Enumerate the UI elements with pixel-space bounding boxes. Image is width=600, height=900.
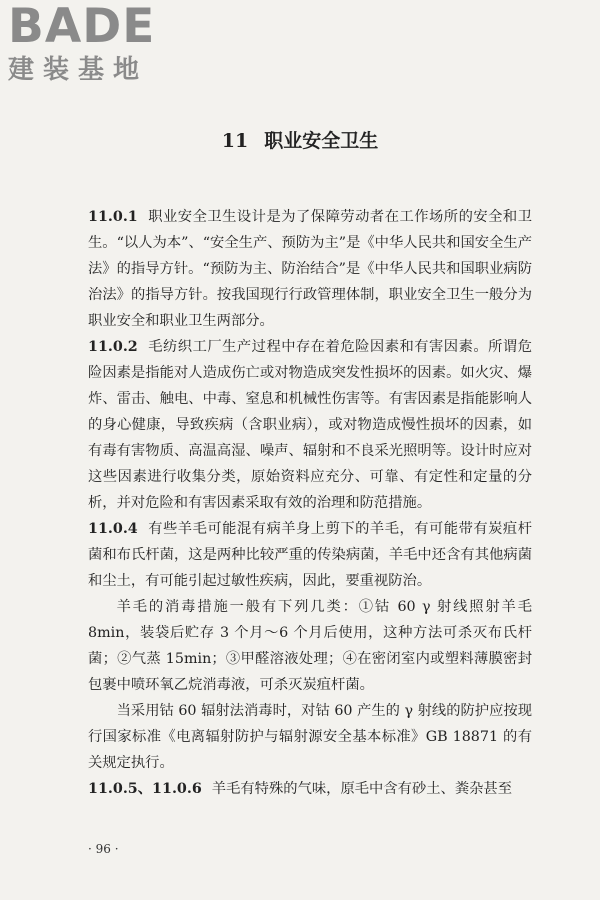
clause-11-0-2 [88,334,532,516]
logo-subtitle: 建装基地 [8,55,149,85]
page-number: · 96 · [88,842,119,856]
body-text [88,204,532,802]
clause-11-0-5-6 [88,776,532,802]
chapter-number: 11 [221,130,249,152]
clause-text: 毛纺织工厂生产过程中存在着危险因素和有害因素。所谓危险因素是指能对人造成伤亡或对物造成突发性损坏的因素。如火灾、爆炸、雷击、触电、中毒、窒息和机械性伤害等。有害因素是指能影响人的身心健康，导致疾病（含职业病），或对物造成慢性损坏的因素，如有毒有害物质、高温高湿、噪声、辐射和不良采光照明等。设计时应对这些因素进行收集分类，原始资料应充分、可靠、有定性和定量的分析，并对危险和有害因素采取有效的治理和防范措施。 [88,339,532,511]
logo [8,2,188,86]
clause-number: 11.0.5、11.0.6 [88,781,202,797]
clause-11-0-1 [88,204,532,334]
clause-number: 11.0.2 [88,339,138,355]
radiation-paragraph [88,698,532,776]
clause-text: 当采用钴 60 辐射法消毒时，对钴 60 产生的 γ 射线的防护应按现行国家标准《电离辐射防护与辐射源安全基本标准》GB 18871 的有关规定执行。 [88,703,532,771]
clause-text: 羊毛有特殊的气味，原毛中含有砂土、粪杂甚至 [211,781,513,797]
clause-11-0-4 [88,516,532,594]
clause-text: 职业安全卫生设计是为了保障劳动者在工作场所的安全和卫生。“以人为本”、“安全生产、预防为主”是《中华人民共和国安全生产法》的指导方针。“预防为主、防治结合”是《中华人民共和国职业病防治法》的指导方针。按我国现行行政管理体制，职业安全卫生一般分为职业安全和职业卫生两部分。 [88,209,532,329]
logo-text: BADE [8,0,156,54]
disinfection-paragraph [88,594,532,698]
chapter-heading-text: 职业安全卫生 [264,130,379,152]
chapter-title [0,126,600,153]
clause-text: 羊毛的消毒措施一般有下列几类：①钴 60 γ 射线照射羊毛 8min，装袋后贮存 3 个月～6 个月后使用，这种方法可杀灭布氏杆菌；②气蒸 15min；③甲醛溶液处理；④在密闭室内或塑料薄膜密封包裹中喷环氧乙烷消毒液，可杀灭炭疽杆菌。 [88,599,532,693]
clause-number: 11.0.1 [88,209,138,225]
clause-number: 11.0.4 [88,521,138,537]
clause-text: 有些羊毛可能混有病羊身上剪下的羊毛，有可能带有炭疽杆菌和布氏杆菌，这是两种比较严重的传染病菌，羊毛中还含有其他病菌和尘土，有可能引起过敏性疾病，因此，要重视防治。 [88,521,532,589]
